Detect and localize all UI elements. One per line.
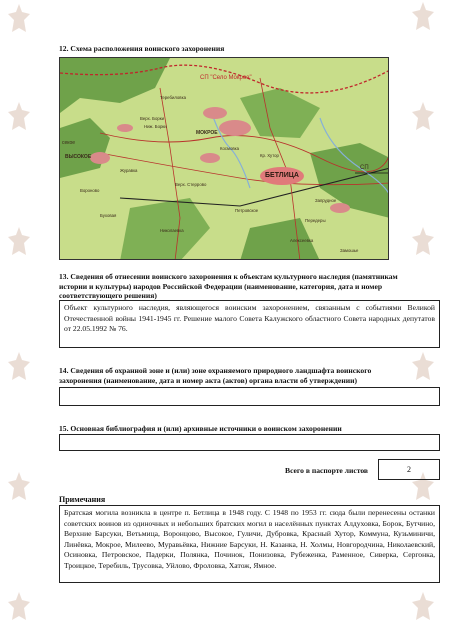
map-label-zaprudnoe: Запрудное: [315, 198, 337, 203]
emblem-watermark-icon: [6, 470, 32, 504]
section-15-box[interactable]: [59, 434, 440, 451]
burial-location-map: [59, 57, 389, 260]
section-14-content: [60, 388, 439, 392]
section-12-title: 12. Схема расположения воинского захоронения: [59, 44, 225, 53]
map-label-sp-edge: СП: [360, 165, 369, 171]
emblem-watermark-icon: [410, 350, 436, 384]
map-label-sekoe: секое: [62, 140, 76, 146]
map-label-zhuravka: Журавка: [120, 168, 138, 173]
section-13-title: 13. Сведения об отнесении воинского захоронения к объектам культурного наследия (памятникам истории и культуры) народов Российской Федерации (наименование, категория, дата и номер соответствующего решения): [59, 272, 398, 300]
section-13-content: Объект культурного наследия, являющегося воинским захоронением, связанным с событиями Великой Отечественной войны 1941-1945 гг. Решение малого Совета Калужского областного Совета народных депутатов от 22.05.1992 № 76.: [64, 303, 435, 334]
map-label-bukhovaya: Буховая: [100, 213, 117, 218]
section-14-title: 14. Сведения об охранной зоне и (или) зоне охраняемого природного ландшафта воинского захоронения (наименование, дата и номер акта (актов) органа власти об утверждении): [59, 366, 372, 385]
map-label-krasny-khutor: Кр. Хутор: [260, 153, 279, 158]
emblem-watermark-icon: [6, 225, 32, 259]
map-label-petrovskoe: Петровское: [235, 208, 259, 213]
notes-title: Примечания: [59, 495, 106, 504]
map-label-verkh-sterrovo: Верх. Стеррово: [175, 182, 207, 187]
emblem-watermark-icon: [410, 0, 436, 34]
map-label-peredery: Передеры: [305, 218, 326, 223]
map-label-sp-selo: СП "Село Мокрое": [200, 75, 252, 81]
sheets-label: Всего в паспорте листов: [285, 466, 369, 475]
map-label-nizh-borki: Ниж. Борки: [144, 124, 167, 129]
notes-box: [59, 505, 440, 583]
emblem-watermark-icon: [6, 2, 32, 36]
emblem-watermark-icon: [410, 225, 436, 259]
emblem-watermark-icon: [6, 350, 32, 384]
section-15-content: [60, 435, 439, 439]
map-label-vysokoe: ВЫСОКОЕ: [65, 154, 92, 160]
map-label-nikolaevka: Николаевка: [160, 228, 184, 233]
section-15-title: 15. Основная библиография и (или) архивные источники о воинском захоронении: [59, 424, 342, 433]
map-label-terebilovo: Теребиловка: [160, 95, 186, 100]
map-label-alekseevka: Алексеевка: [290, 238, 314, 243]
map-label-voronovo: Вороново: [80, 188, 100, 193]
emblem-watermark-icon: [410, 100, 436, 134]
section-14-box[interactable]: [59, 387, 440, 406]
map-label-kosnovka: Космовка: [220, 146, 240, 151]
emblem-watermark-icon: [410, 590, 436, 624]
map-label-zamoshye: Замошье: [340, 248, 359, 253]
map-label-verkh-borki: Верх. Борки: [140, 116, 165, 121]
notes-content: Братская могила возникла в центре п. Бетлица в 1948 году. С 1948 по 1953 гг. сюда были перенесены останки советских воинов из одиночных и небольших братских могил в населённых пунктах Алдуховка, Борок, Бутчино, Верхние Барсуки, Ветьмица, Воронцово, Высокое, Гуличи, Дубровка, Красный Хутор, Коммуна, Кузьминичи, Линёвка, Мокрое, Милеево, Муравьёвка, Нижние Барсуки, Н. Казанка, Н. Холмы, Новгородчина, Николаевский, Осиновка, Петровское, Падерки, Полянка, Починок, Понизовка, Рубеженка, Раменное, Сиверка, Сергонка, Троицкое, Теребиль, Трусовка, Уйлово, Фроловка, Хатож, Ямное.: [64, 508, 435, 570]
map-label-betlitsa: БЕТЛИЦА: [265, 172, 299, 179]
emblem-watermark-icon: [6, 100, 32, 134]
emblem-watermark-icon: [6, 590, 32, 624]
sheets-value: 2: [378, 459, 440, 480]
map-graphic: [60, 58, 389, 260]
map-label-mokroe: МОКРОЕ: [196, 130, 218, 136]
section-13-box: [59, 300, 440, 348]
